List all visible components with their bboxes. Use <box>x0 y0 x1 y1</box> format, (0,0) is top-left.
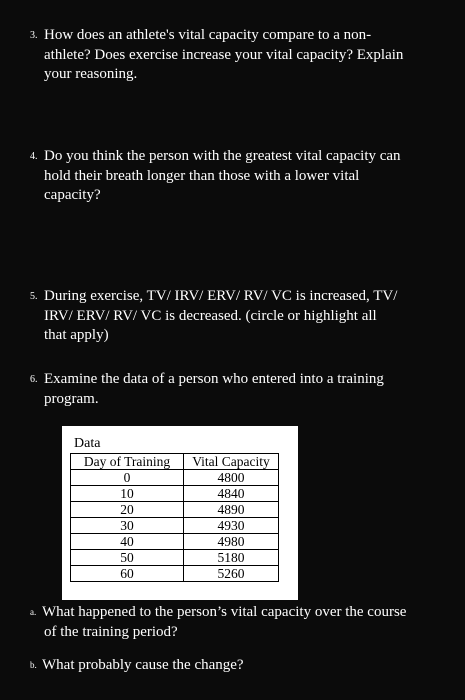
question-line: IRV/ ERV/ RV/ VC is decreased. (circle or highlight all <box>44 307 377 324</box>
table-cell: 50 <box>71 550 184 566</box>
question-line: athlete? Does exercise increase your vital capacity? Explain <box>44 46 404 63</box>
table-cell: 4980 <box>184 534 279 550</box>
table-cell: 10 <box>71 486 184 502</box>
subquestion-line: What probably cause the change? <box>42 657 244 673</box>
question-number: 3. <box>30 30 38 41</box>
table-row <box>71 550 279 566</box>
question-line: capacity? <box>44 187 101 203</box>
table-cell: 20 <box>71 502 184 518</box>
data-table-panel <box>62 426 298 600</box>
table-cell: 4800 <box>184 470 279 486</box>
table-row <box>71 534 279 550</box>
table-row <box>71 566 279 582</box>
table-cell: 4840 <box>184 486 279 502</box>
data-table <box>70 453 279 582</box>
column-header-vital-capacity: Vital Capacity <box>184 454 279 470</box>
question-line: program. <box>44 390 99 407</box>
table-row <box>71 470 279 486</box>
question-line: that apply) <box>44 327 109 343</box>
column-header-day: Day of Training <box>71 454 184 470</box>
question-number: 6. <box>30 374 38 385</box>
question-line: hold their breath longer than those with a lower vital <box>44 167 360 184</box>
question-4 <box>30 147 450 206</box>
question-line: During exercise, TV/ IRV/ ERV/ RV/ VC is increased, TV/ <box>44 288 398 304</box>
question-number: 4. <box>30 151 38 162</box>
subquestion-line: What happened to the person’s vital capacity over the course <box>42 604 407 620</box>
table-header-row <box>71 454 279 470</box>
table-cell: 5180 <box>184 550 279 566</box>
table-cell: 60 <box>71 566 184 582</box>
table-cell: 0 <box>71 470 184 486</box>
question-line: your reasoning. <box>44 66 138 82</box>
subquestion-line: of the training period? <box>44 623 178 640</box>
table-cell: 40 <box>71 534 184 550</box>
question-line: Do you think the person with the greatest vital capacity can <box>44 148 401 164</box>
table-caption: Data <box>74 436 101 451</box>
question-line: Examine the data of a person who entered into a training <box>44 371 384 387</box>
table-cell: 30 <box>71 518 184 534</box>
subquestion-number: a. <box>30 607 37 617</box>
table-row <box>71 486 279 502</box>
subquestion-a <box>30 603 450 642</box>
table-cell: 4930 <box>184 518 279 534</box>
question-line: How does an athlete's vital capacity compare to a non- <box>44 27 372 43</box>
question-number: 5. <box>30 291 38 302</box>
table-row <box>71 502 279 518</box>
subquestion-b <box>30 656 450 676</box>
table-cell: 4890 <box>184 502 279 518</box>
question-6 <box>30 370 450 409</box>
question-3 <box>30 26 450 85</box>
subquestion-number: b. <box>30 660 37 670</box>
table-cell: 5260 <box>184 566 279 582</box>
table-row <box>71 518 279 534</box>
question-5 <box>30 287 450 346</box>
